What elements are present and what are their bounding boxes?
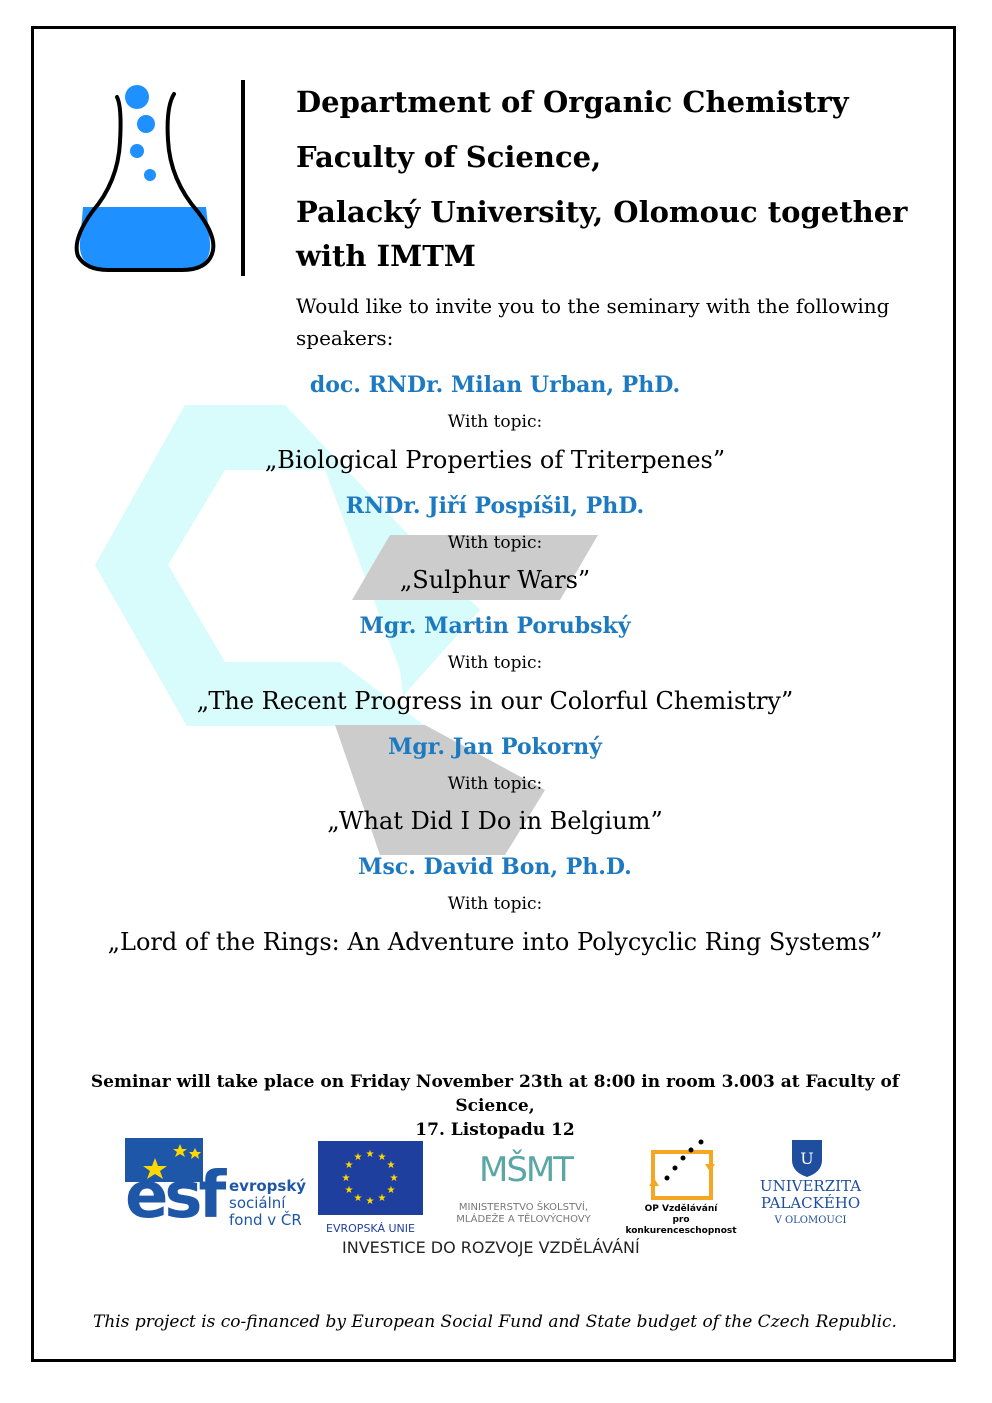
seminar-info (50, 1070, 940, 1142)
upol-line1: UNIVERZITA (759, 1177, 862, 1195)
eu-logo (318, 1141, 423, 1235)
with-topic-label: With topic: (447, 412, 543, 432)
speaker-name: Mgr. Jan Pokorný (388, 734, 602, 760)
svg-text:★: ★ (377, 1152, 387, 1163)
msmt-mark: MŠMT (479, 1150, 573, 1190)
op-line2: pro konkurenceschopnost (625, 1215, 737, 1236)
eu-label: EVROPSKÁ UNIE (326, 1222, 415, 1235)
op-emblem-icon (647, 1138, 717, 1202)
speaker-name: Mgr. Martin Porubský (359, 613, 631, 639)
svg-text:★: ★ (386, 1160, 396, 1171)
esf-line3: fond v ČR (229, 1211, 302, 1229)
svg-text:★: ★ (341, 1173, 351, 1184)
esf-line1: evropský (229, 1177, 307, 1195)
upol-text (748, 1178, 873, 1229)
talk-topic: „Lord of the Rings: An Adventure into Polycyclic Ring Systems” (107, 928, 883, 956)
seminar-line-1: Seminar will take place on Friday November 23th at 8:00 in room 3.003 at Faculty of Science, (90, 1072, 900, 1116)
svg-text:★: ★ (386, 1185, 396, 1196)
talk-topic: „Sulphur Wars” (399, 566, 591, 594)
svg-text:★: ★ (377, 1193, 387, 1204)
esf-logo (125, 1138, 310, 1233)
header-department: Department of Organic Chemistry (296, 85, 849, 119)
with-topic-label: With topic: (447, 653, 543, 673)
msmt-line2: MLÁDEŽE A TĚLOVÝCHOVY (456, 1214, 591, 1225)
header-university: Palacký University, Olomouc together (296, 195, 908, 229)
seminar-address: 17. Listopadu 12 (415, 1120, 575, 1140)
op-line1: OP Vzdělávání (644, 1204, 718, 1214)
invite-text: Would like to invite you to the seminary with the following speakers: (296, 294, 890, 350)
header-divider (241, 80, 245, 276)
speaker-name: Msc. David Bon, Ph.D. (358, 854, 632, 880)
msmt-line1: MINISTERSTVO ŠKOLSTVÍ, (458, 1202, 589, 1213)
upol-line3: V OLOMOUCI (774, 1215, 847, 1226)
svg-text:★: ★ (344, 1185, 354, 1196)
esf-mark: esf (125, 1159, 223, 1233)
with-topic-label: With topic: (447, 533, 543, 553)
svg-text:★: ★ (389, 1173, 399, 1184)
with-topic-label: With topic: (447, 894, 543, 914)
header-imtm: with IMTM (296, 239, 476, 273)
talk-topic: „What Did I Do in Belgium” (327, 807, 663, 835)
eu-flag-icon (318, 1141, 423, 1215)
talk-topic: „The Recent Progress in our Colorful Chemistry” (196, 687, 794, 715)
upol-logo (748, 1138, 873, 1230)
flask-logo-icon (70, 82, 220, 272)
svg-text:★: ★ (365, 1149, 375, 1160)
with-topic-label: With topic: (447, 774, 543, 794)
op-text (622, 1204, 740, 1237)
esf-text (229, 1178, 306, 1229)
svg-text:★: ★ (353, 1193, 363, 1204)
esf-line2: sociální (229, 1194, 286, 1212)
upol-line2: PALACKÉHO (760, 1194, 861, 1212)
speaker-name: RNDr. Jiří Pospíšil, PhD. (345, 493, 645, 519)
msmt-logo (431, 1140, 616, 1230)
investice-slogan: INVESTICE DO ROZVOJE VZDĚLÁVÁNÍ (342, 1238, 640, 1257)
svg-text:★: ★ (353, 1152, 363, 1163)
talk-topic: „Biological Properties of Triterpenes” (264, 446, 726, 474)
op-logo (622, 1138, 740, 1236)
speaker-name: doc. RNDr. Milan Urban, PhD. (309, 372, 681, 398)
svg-text:★: ★ (344, 1160, 354, 1171)
msmt-text (431, 1202, 616, 1226)
header-faculty: Faculty of Science, (296, 140, 602, 174)
cofinance-footer: This project is co-financed by European Social Fund and State budget of the Czech Republic. (93, 1312, 897, 1332)
svg-text:★: ★ (365, 1196, 375, 1207)
upol-shield-icon (790, 1138, 824, 1178)
svg-text:U: U (800, 1149, 814, 1168)
